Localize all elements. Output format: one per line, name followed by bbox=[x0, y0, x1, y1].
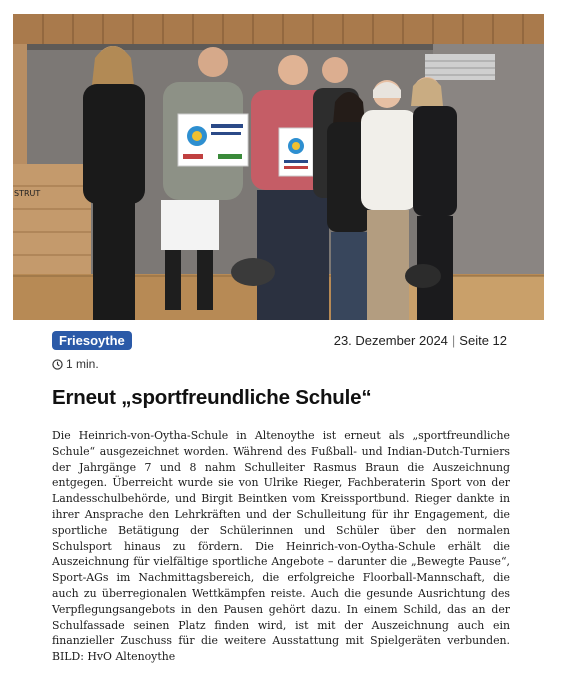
article-body: Die Heinrich-von-Oytha-Schule in Altenoythe ist erneut als „sportfreundliche Schule“ ausgezeichnet worden. Während des Fußball- und Indian-Dutch-Turniers der Jahrgänge 7 und 8 nahm Schulleiter Rasmus Braun die Auszeichnung entgegen. Überreicht wurde sie von Ulrike Rieger, Fachberaterin Sport von der Landesschulbehörde, und Birgit Beintken vom Kreissportbund. Rieger dankte in ihrer Ansprache den Lehrkräften und der Schulleitung für ihr Engagement, die sportliche Betätigung der Schülerinnen und Schüler über den normalen Schulsport hinaus zu fördern. Die Heinrich-von-Oytha-Schule erhält die Auszeichnung für vielfältige sportliche Angebote – darunter die „Bewegte Pause“, Sport-AGs im Nachmittagsbereich, die erfolgreiche Floorball-Mannschaft, die auch zu überregionalen Wettkämpfen reiste. Auch die gesunde Ausrichtung des Verpflegungsangebots in den Pausen gehört dazu. In einem Schild, das an der Schulfassade seinen Platz finden wird, ist mit der Auszeichnung auch ein finanzieller Zuschuss für die weitere Ausstattung mit Spielgeräten verbunden. BILD: HvO Altenoythe bbox=[52, 429, 510, 664]
read-time-text: 1 min. bbox=[66, 357, 99, 371]
article-date: 23. Dezember 2024 bbox=[333, 333, 448, 348]
article-page: Seite 12 bbox=[459, 333, 507, 348]
article-photo bbox=[13, 14, 544, 320]
section-badge[interactable]: Friesoythe bbox=[52, 331, 132, 350]
read-time bbox=[52, 357, 99, 371]
wall-sign: STRUT bbox=[14, 189, 41, 198]
photo-group-with-certificate-icon bbox=[13, 14, 544, 320]
clock-icon bbox=[52, 359, 63, 370]
date-page-info bbox=[334, 333, 507, 348]
article-meta bbox=[52, 331, 507, 351]
article-headline: Erneut „sportfreundliche Schule“ bbox=[52, 386, 372, 409]
separator: | bbox=[451, 333, 456, 348]
